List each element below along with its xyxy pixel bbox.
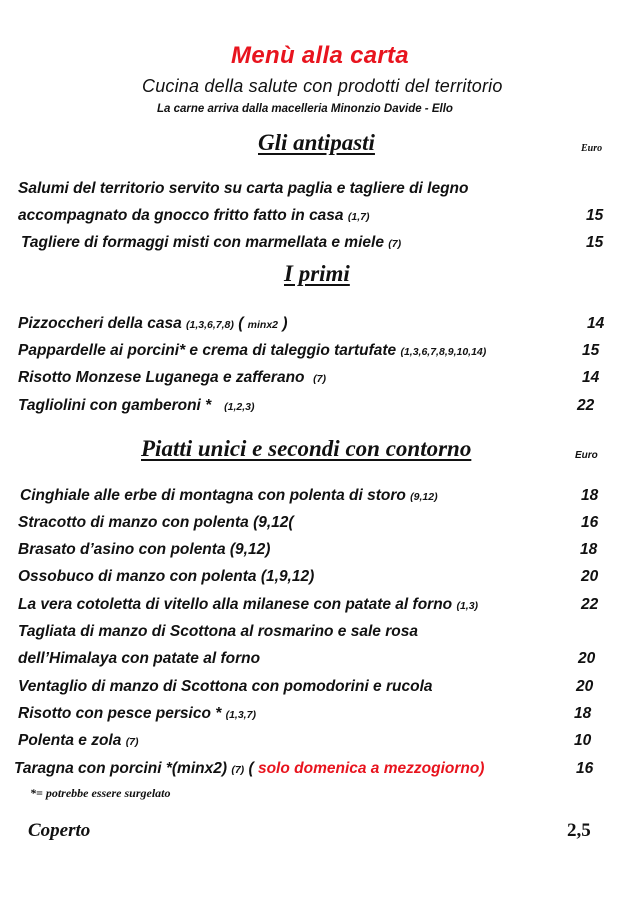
menu-item-risotto-persico: [18, 705, 256, 723]
item-name: Tagliolini con gamberoni *: [18, 397, 212, 414]
allergens: (1,3,6,7,8): [186, 319, 234, 331]
menu-item-tagliere-formaggi: [21, 234, 401, 252]
price-pappardelle: 15: [582, 342, 600, 359]
allergens: (1,2,3): [224, 401, 255, 413]
menu-item-tagliata-line2: dell’Himalaya con patate al forno: [18, 650, 261, 667]
allergens: (1,3,7): [225, 709, 256, 721]
menu-item-polenta-zola: [18, 732, 139, 750]
section-title-secondi: Piatti unici e secondi con contorno: [141, 436, 472, 461]
menu-item-stracotto: Stracotto di manzo con polenta (9,12(: [18, 514, 294, 531]
allergens: (1,7): [347, 211, 370, 223]
price-risotto-monzese: 14: [582, 369, 600, 386]
allergens: (7): [125, 736, 139, 748]
section-title-primi: I primi: [284, 261, 350, 286]
price-ventaglio: 20: [576, 678, 594, 695]
item-name: Pizzoccheri della casa: [18, 315, 182, 332]
price-cotoletta: 22: [581, 596, 599, 613]
item-name: Risotto con pesce persico *: [18, 705, 222, 722]
menu-item-salumi-line1: Salumi del territorio servito su carta paglia e tagliere di legno: [18, 180, 469, 197]
price-pizzoccheri: 14: [587, 315, 605, 332]
menu-item-taragna: Taragna con porcini *(minx2) (7) ( solo domenica a mezzogiorno): [14, 760, 485, 777]
price-cinghiale: 18: [581, 487, 599, 504]
allergens: (7): [388, 238, 402, 250]
price-stracotto: 16: [581, 514, 599, 531]
menu-item-pappardelle: [18, 342, 486, 360]
price-tagliere-formaggi: 15: [586, 234, 604, 251]
price-tagliata: 20: [578, 650, 596, 667]
menu-item-brasato: Brasato d’asino con polenta (9,12): [18, 541, 271, 558]
menu-item-tagliolini: [18, 397, 254, 415]
menu-item-ventaglio: Ventaglio di manzo di Scottona con pomodorini e rucola: [18, 678, 433, 695]
item-name: Pappardelle ai porcini* e crema di taleggio tartufate: [18, 342, 397, 359]
price-salumi: 15: [586, 207, 604, 224]
price-polenta-zola: 10: [574, 732, 592, 749]
item-name: La vera cotoletta di vitello alla milanese con patate al forno: [18, 596, 453, 613]
menu-item-pizzoccheri: Pizzoccheri della casa (1,3,6,7,8) ( minx2 ): [18, 315, 288, 332]
menu-item-tagliata-line1: Tagliata di manzo di Scottona al rosmarino e sale rosa: [18, 623, 418, 640]
euro-label-secondi: Euro: [575, 450, 598, 461]
item-name: Cinghiale alle erbe di montagna con polenta di storo: [20, 487, 406, 504]
menu-item-cotoletta: [18, 596, 478, 614]
butcher-note: La carne arriva dalla macelleria Minonzio Davide - Ello: [157, 103, 453, 115]
price-brasato: 18: [580, 541, 598, 558]
price-tagliolini: 22: [577, 397, 595, 414]
menu-item-risotto-monzese: [18, 369, 326, 387]
item-name: accompagnato da gnocco fritto fatto in casa: [18, 207, 344, 224]
menu-subtitle: Cucina della salute con prodotti del territorio: [142, 76, 503, 96]
menu-item-ossobuco: Ossobuco di manzo con polenta (1,9,12): [18, 568, 315, 585]
menu-item-cinghiale: [20, 487, 438, 505]
coperto-price: 2,5: [567, 820, 591, 841]
allergens: (9,12): [410, 491, 438, 503]
price-taragna: 16: [576, 760, 594, 777]
item-name: Taragna con porcini *(minx2): [14, 760, 228, 777]
allergens: (1,3): [456, 600, 479, 612]
price-ossobuco: 20: [581, 568, 599, 585]
menu-title: Menù alla carta: [231, 42, 409, 69]
price-risotto-persico: 18: [574, 705, 592, 722]
frozen-footnote: *= potrebbe essere surgelato: [30, 786, 171, 800]
availability-note: solo domenica a mezzogiorno): [257, 760, 485, 777]
allergens: (7): [231, 764, 245, 776]
item-name: Tagliere di formaggi misti con marmellata e miele: [21, 234, 384, 251]
menu-item-salumi-line2: [18, 207, 369, 225]
extra-note: minx2: [247, 319, 279, 331]
section-title-antipasti: Gli antipasti: [258, 130, 375, 155]
euro-label-antipasti: Euro: [581, 143, 603, 154]
allergens: (7): [313, 373, 326, 385]
allergens: (1,3,6,7,8,9,10,14): [400, 346, 487, 358]
item-name: Risotto Monzese Luganega e zafferano: [18, 369, 305, 386]
coperto-label: Coperto: [28, 820, 91, 841]
item-name: Polenta e zola: [18, 732, 122, 749]
